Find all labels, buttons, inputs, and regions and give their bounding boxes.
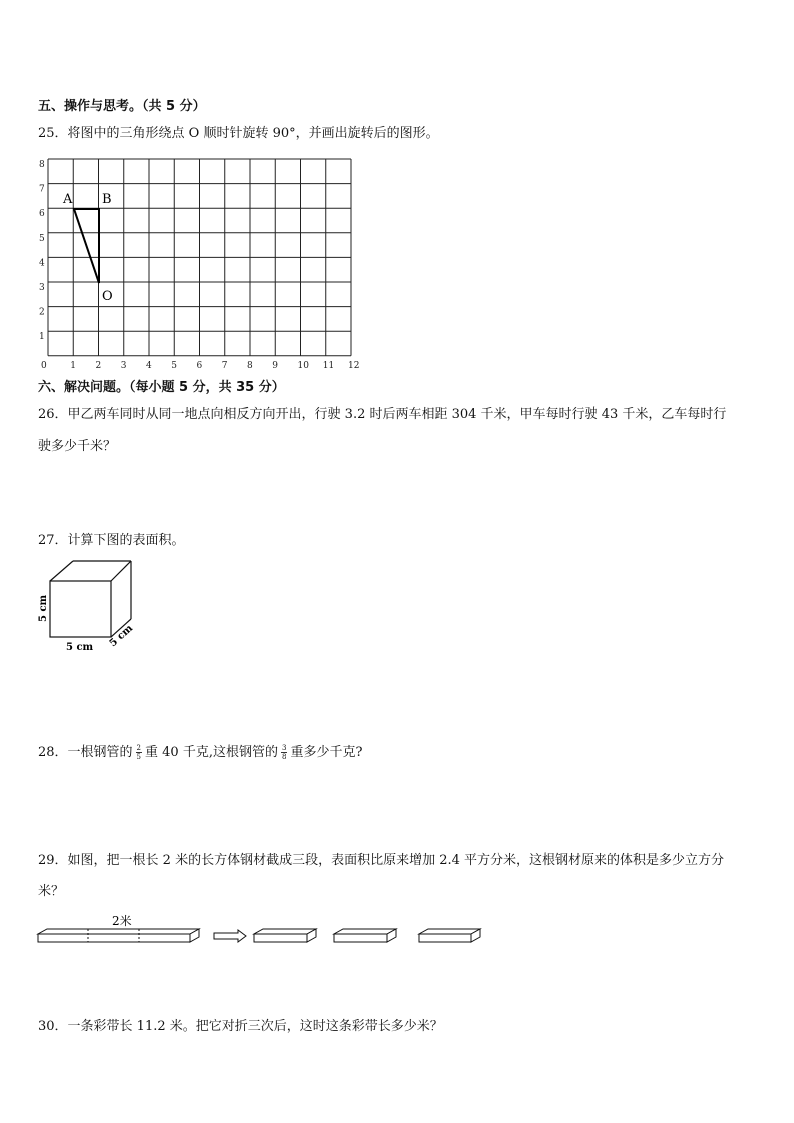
question-29-line-1: 29．如图，把一根长 2 米的长方体钢材截成三段，表面积比原来增加 2.4 平方分米，这根钢材原来的体积是多少立方分 [38,853,725,868]
grid-x-tick-label: 10 [297,360,309,371]
grid-x-tick-label: 3 [120,360,127,371]
section-5-heading: 五、操作与思考。（共 5 分） [38,99,206,114]
grid-x-tick-label: 2 [95,360,102,371]
grid-y-tick-label: 3 [39,283,45,293]
question-28-part-3: 重多少千克? [290,745,363,760]
grid-y-tick-label: 7 [39,184,45,195]
grid-y-tick-label: 1 [39,332,45,343]
point-o-label: O [102,289,113,304]
grid-x-tick-label: 8 [247,360,253,371]
grid-y-tick-label: 5 [39,233,45,244]
bar-piece-3 [419,929,480,934]
cube-depth-label: 5 cm [107,622,136,650]
question-27: 27．计算下图的表面积。 [38,533,185,548]
cube-bottom-label: 5 cm [66,642,94,653]
question-29-line-2: 米？ [38,884,65,899]
section-6-heading: 六、解决问题。（每小题 5 分，共 35 分） [38,380,285,395]
arrow-icon [214,930,246,942]
grid-x-tick-label: 1 [70,360,76,371]
grid-y-tick-label: 2 [39,307,45,318]
grid-x-tick-label: 9 [272,360,278,371]
grid-y-tick-label: 4 [39,258,45,269]
fraction-three-eighths: $\frac{3}{8}$ [281,744,287,761]
grid-y-tick-label: 8 [39,160,45,170]
grid-x-tick-label: 6 [196,360,203,371]
question-26-line-2: 驶多少千米？ [38,439,117,454]
grid-x-tick-label: 4 [146,360,152,371]
question-25: 25．将图中的三角形绕点 O 顺时针旋转 90°，并画出旋转后的图形。 [38,126,439,141]
long-bar [38,929,199,934]
bar-piece-1 [254,929,316,934]
cube-left-label: 5 cm [38,594,49,622]
grid-x-tick-label: 0 [41,360,47,371]
grid-x-tick-label: 11 [322,360,335,371]
question-26-line-1: 26．甲乙两车同时从同一地点向相反方向开出，行驶 3.2 时后两车相距 304 千米，甲车每时行驶 43 千米，乙车每时行 [38,407,727,422]
grid-x-tick-label: 5 [171,360,177,371]
bar-piece-2 [334,929,396,934]
bar-length-label: 2米 [112,914,132,928]
grid-x-tick-label: 12 [348,360,360,371]
grid-y-tick-label: 6 [39,209,45,220]
point-a-label: A [63,192,73,207]
question-30: 30．一条彩带长 11.2 米。把它对折三次后，这时这条彩带长多少米？ [38,1019,443,1034]
fraction-two-fifths: $\frac{2}{5}$ [136,744,142,761]
grid-x-tick-label: 7 [221,360,228,371]
point-b-label: B [102,192,112,207]
question-28-part-1: 28．一根钢管的 [38,745,133,760]
question-28-part-2: 重 40 千克,这根钢管的 [145,745,278,760]
